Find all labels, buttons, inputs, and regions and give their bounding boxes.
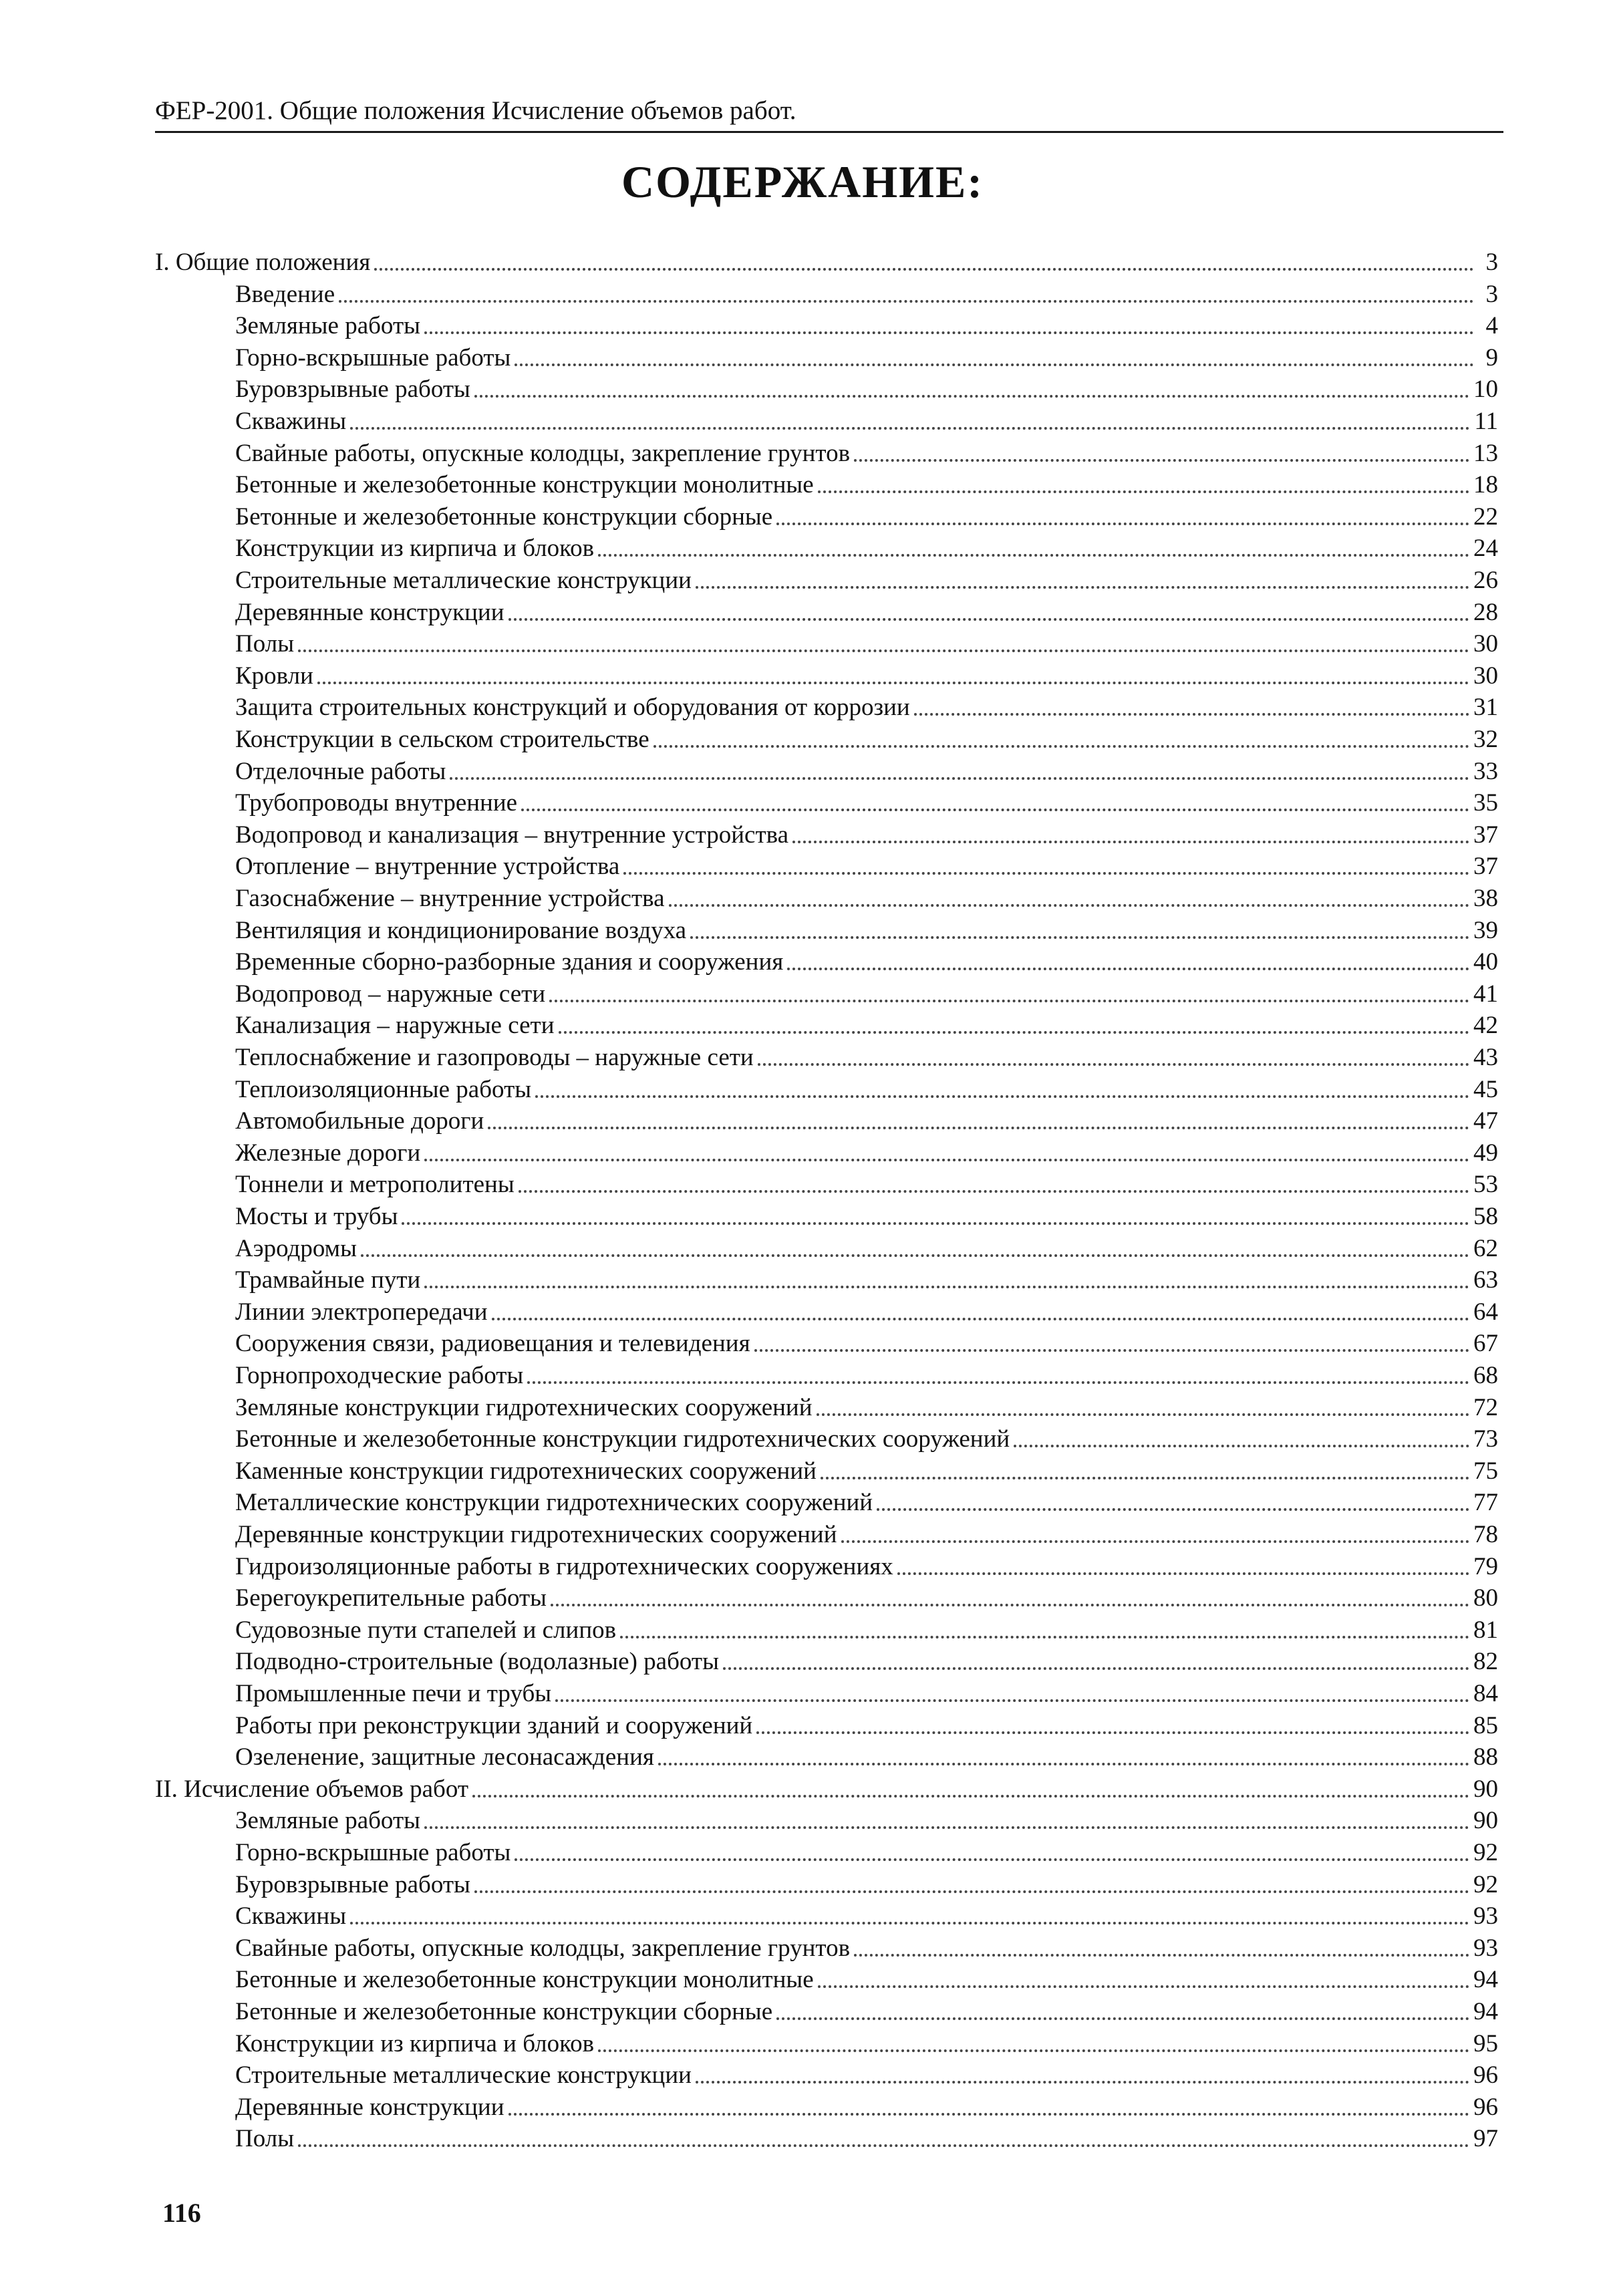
toc-entry-page: 26 (1473, 567, 1498, 594)
toc-entry (235, 533, 1498, 565)
toc-dot-leader (623, 872, 1469, 875)
toc-dot-leader (817, 1413, 1469, 1416)
toc-entry-label: Отопление – внутренние устройства (235, 853, 620, 880)
toc-dot-leader (515, 364, 1474, 366)
toc-dot-leader (361, 1254, 1469, 1257)
toc-entry-page: 30 (1473, 662, 1498, 690)
toc-entry-page: 28 (1473, 599, 1498, 626)
toc-entry-label: I. Общие положения (155, 249, 371, 276)
toc-entry-page: 78 (1473, 1521, 1498, 1548)
toc-dot-leader (298, 2144, 1469, 2147)
toc-entry-label: Судовозные пути стапелей и слипов (235, 1616, 617, 1644)
toc-entry-label: Бетонные и железобетонные конструкции гидротехнических сооружений (235, 1425, 1010, 1453)
toc-entry (235, 1328, 1498, 1360)
toc-dot-leader (508, 618, 1469, 621)
toc-dot-leader (472, 1795, 1469, 1798)
toc-entry-label: Тоннели и метрополитены (235, 1171, 515, 1198)
toc-dot-leader (598, 554, 1469, 557)
toc-entry (235, 501, 1498, 533)
toc-entry-label: Отделочные работы (235, 758, 446, 785)
toc-dot-leader (776, 523, 1469, 525)
toc-entry-label: Водопровод – наружные сети (235, 980, 546, 1008)
toc-entry-label: Полы (235, 630, 295, 658)
toc-entry-label: Свайные работы, опускные колодцы, закрепление грунтов (235, 1934, 851, 1962)
toc-dot-leader (555, 1699, 1469, 1702)
toc-dot-leader (914, 713, 1469, 716)
toc-entry-page: 58 (1473, 1203, 1498, 1230)
toc-entry-page: 40 (1473, 948, 1498, 976)
toc-dot-leader (821, 1477, 1469, 1479)
toc-entry-page: 35 (1473, 789, 1498, 817)
toc-entry (235, 1360, 1498, 1392)
toc-entry (235, 1710, 1498, 1742)
toc-entry-page: 94 (1473, 1966, 1498, 1993)
toc-dot-leader (818, 1985, 1469, 1988)
toc-entry-label: Металлические конструкции гидротехнических сооружений (235, 1489, 873, 1516)
toc-dot-leader (474, 395, 1469, 398)
toc-entry-page: 96 (1473, 2061, 1498, 2089)
toc-entry-label: Работы при реконструкции зданий и сооружений (235, 1712, 753, 1739)
toc-entry-page: 33 (1473, 758, 1498, 785)
toc-dot-leader (696, 586, 1469, 589)
toc-entry-page: 80 (1473, 1584, 1498, 1612)
toc-entry-label: Вентиляция и кондиционирование воздуха (235, 917, 687, 944)
toc-entry-page: 73 (1473, 1425, 1498, 1453)
toc-entry-page: 79 (1473, 1553, 1498, 1580)
toc-dot-leader (854, 1954, 1469, 1957)
toc-entry-page: 43 (1473, 1044, 1498, 1071)
toc-entry (235, 310, 1498, 342)
toc-entry-page: 96 (1473, 2094, 1498, 2121)
toc-dot-leader (1014, 1445, 1469, 1447)
toc-entry (235, 1614, 1498, 1646)
toc-entry (235, 1042, 1498, 1074)
toc-entry-page: 97 (1473, 2125, 1498, 2152)
toc-dot-leader (492, 1318, 1469, 1320)
toc-entry-page: 47 (1473, 1107, 1498, 1135)
toc-entry-page: 75 (1473, 1457, 1498, 1485)
toc-entry-page: 64 (1473, 1298, 1498, 1326)
toc-entry-page: 32 (1473, 726, 1498, 753)
toc-entry-label: Автомобильные дороги (235, 1107, 484, 1135)
toc-entry-page: 49 (1473, 1139, 1498, 1167)
toc-entry (235, 2092, 1498, 2124)
toc-entry-label: Газоснабжение – внутренние устройства (235, 885, 665, 912)
toc-dot-leader (897, 1572, 1469, 1575)
toc-dot-leader (690, 936, 1469, 939)
toc-entry-label: Водопровод и канализация – внутренние устройства (235, 821, 789, 849)
toc-entry-page: 84 (1473, 1680, 1498, 1707)
toc-entry-label: Трубопроводы внутренние (235, 789, 518, 817)
toc-dot-leader (877, 1508, 1469, 1511)
toc-entry-label: Берегоукрепительные работы (235, 1584, 547, 1612)
toc-entry (235, 946, 1498, 978)
toc-entry-label: Теплоснабжение и газопроводы – наружные сети (235, 1044, 754, 1071)
toc-entry-label: Бетонные и железобетонные конструкции монолитные (235, 471, 814, 498)
toc-dot-leader (669, 904, 1469, 907)
toc-dot-leader (754, 1349, 1469, 1352)
toc-entry-page: 53 (1473, 1171, 1498, 1198)
toc-entry-page: 22 (1473, 503, 1498, 531)
toc-dot-leader (474, 1890, 1469, 1893)
toc-entry-label: Бетонные и железобетонные конструкции монолитные (235, 1966, 814, 1993)
toc-entry-page: 39 (1473, 917, 1498, 944)
toc-dot-leader (521, 809, 1469, 811)
toc-entry-label: Скважины (235, 1902, 347, 1930)
toc-entry-page: 37 (1473, 821, 1498, 849)
toc-dot-leader (696, 2081, 1469, 2084)
toc-entry-page: 94 (1473, 1998, 1498, 2025)
toc-entry-page: 88 (1473, 1743, 1498, 1771)
toc-entry (235, 1105, 1498, 1137)
toc-entry-label: Полы (235, 2125, 295, 2152)
toc-entry-label: II. Исчисление объемов работ (155, 1775, 469, 1803)
toc-entry-label: Деревянные конструкции (235, 599, 504, 626)
toc-entry (235, 1837, 1498, 1869)
toc-entry-page: 11 (1474, 408, 1498, 435)
toc-entry-label: Скважины (235, 408, 347, 435)
toc-dot-leader (549, 1000, 1469, 1002)
toc-entry-page: 30 (1473, 630, 1498, 658)
toc-entry (235, 565, 1498, 597)
toc-entry (235, 883, 1498, 915)
toc-entry (235, 1869, 1498, 1901)
toc-dot-leader (841, 1540, 1469, 1543)
toc-dot-leader (551, 1604, 1469, 1606)
toc-entry-label: Канализация – наружные сети (235, 1012, 555, 1039)
toc-dot-leader (317, 682, 1469, 684)
toc-entry-page: 93 (1473, 1902, 1498, 1930)
toc-dot-leader (723, 1667, 1469, 1670)
toc-entry (235, 469, 1498, 501)
toc-entry-page: 82 (1473, 1648, 1498, 1675)
toc-entry-page: 18 (1473, 471, 1498, 498)
toc-entry (235, 1582, 1498, 1614)
toc-entry (235, 1137, 1498, 1169)
toc-entry-page: 4 (1485, 312, 1498, 339)
toc-entry-label: Конструкции из кирпича и блоков (235, 535, 595, 562)
toc-entry-label: Свайные работы, опускные колодцы, закрепление грунтов (235, 440, 851, 467)
toc-entry-label: Гидроизоляционные работы в гидротехнических сооружениях (235, 1553, 893, 1580)
toc-entry (235, 1519, 1498, 1551)
toc-entry (235, 1392, 1498, 1424)
toc-entry (235, 1201, 1498, 1233)
toc-dot-leader (787, 968, 1469, 970)
toc-section (155, 247, 1498, 279)
toc-entry-label: Буровзрывные работы (235, 1871, 470, 1898)
toc-entry-page: 63 (1473, 1266, 1498, 1294)
toc-entry-page: 92 (1473, 1871, 1498, 1898)
toc-entry (235, 1264, 1498, 1296)
toc-entry-label: Строительные металлические конструкции (235, 567, 692, 594)
toc-entry (235, 724, 1498, 756)
toc-dot-leader (854, 459, 1469, 462)
toc-entry-page: 92 (1473, 1839, 1498, 1866)
toc-entry-page: 37 (1473, 853, 1498, 880)
toc-dot-leader (653, 745, 1469, 748)
toc-entry-label: Сооружения связи, радиовещания и телевидения (235, 1330, 750, 1357)
toc-dot-leader (402, 1222, 1469, 1225)
toc-entry-label: Конструкции в сельском строительстве (235, 726, 649, 753)
toc-dot-leader (424, 331, 1474, 334)
toc-entry (235, 819, 1498, 851)
toc-entry-page: 93 (1473, 1934, 1498, 1962)
toc-entry (235, 1900, 1498, 1932)
toc-entry (235, 1010, 1498, 1042)
toc-entry (235, 1646, 1498, 1678)
toc-dot-leader (620, 1636, 1469, 1638)
toc-entry-label: Теплоизоляционные работы (235, 1076, 532, 1103)
toc-entry-label: Линии электропередачи (235, 1298, 488, 1326)
toc-entry-label: Трамвайные пути (235, 1266, 421, 1294)
toc-dot-leader (792, 841, 1469, 843)
toc-entry-label: Конструкции из кирпича и блоков (235, 2030, 595, 2057)
toc-dot-leader (756, 1731, 1469, 1734)
toc-entry-label: Промышленные печи и трубы (235, 1680, 552, 1707)
toc-dot-leader (424, 1826, 1469, 1829)
toc-entry (235, 1996, 1498, 2028)
toc-entry-page: 67 (1473, 1330, 1498, 1357)
toc-entry-label: Подводно-строительные (водолазные) работы (235, 1648, 719, 1675)
toc-dot-leader (658, 1763, 1469, 1765)
toc-entry (235, 915, 1498, 947)
toc-entry-page: 24 (1473, 535, 1498, 562)
toc-entry-label: Бетонные и железобетонные конструкции сборные (235, 503, 773, 531)
toc-dot-leader (508, 2113, 1469, 2116)
toc-entry-label: Строительные металлические конструкции (235, 2061, 692, 2089)
toc-entry-label: Буровзрывные работы (235, 376, 470, 403)
toc-entry (235, 1741, 1498, 1773)
toc-entry (235, 1487, 1498, 1519)
toc-entry-label: Деревянные конструкции гидротехнических сооружений (235, 1521, 837, 1548)
toc-section (155, 1773, 1498, 1806)
toc-dot-leader (350, 1922, 1469, 1924)
toc-entry (235, 2123, 1498, 2155)
toc-dot-leader (598, 2049, 1469, 2052)
toc-entry-label: Железные дороги (235, 1139, 421, 1167)
toc-dot-leader (488, 1127, 1469, 1129)
toc-entry (235, 597, 1498, 629)
toc-entry (235, 1678, 1498, 1710)
toc-entry-label: Горнопроходческие работы (235, 1362, 524, 1389)
toc-entry-label: Каменные конструкции гидротехнических сооружений (235, 1457, 817, 1485)
toc-dot-leader (535, 1095, 1469, 1098)
toc-entry (235, 978, 1498, 1010)
toc-entry-page: 72 (1473, 1394, 1498, 1421)
toc-dot-leader (339, 300, 1474, 303)
toc-entry-label: Земляные работы (235, 1807, 420, 1834)
toc-entry (235, 1455, 1498, 1487)
toc-entry-label: Защита строительных конструкций и оборудования от коррозии (235, 694, 910, 721)
toc-entry-label: Временные сборно-разборные здания и сооружения (235, 948, 784, 976)
toc-entry-page: 41 (1473, 980, 1498, 1008)
toc-dot-leader (424, 1286, 1469, 1288)
toc-entry (235, 2028, 1498, 2060)
toc-entry (235, 406, 1498, 438)
toc-dot-leader (818, 490, 1469, 493)
toc-dot-leader (519, 1190, 1469, 1193)
toc-dot-leader (298, 650, 1469, 652)
toc-entry-page: 31 (1473, 694, 1498, 721)
toc-dot-leader (758, 1063, 1469, 1066)
toc-entry-label: Горно-вскрышные работы (235, 1839, 511, 1866)
toc-entry-label: Мосты и трубы (235, 1203, 398, 1230)
toc-entry-label: Земляные работы (235, 312, 420, 339)
toc-entry-label: Введение (235, 281, 335, 308)
toc-entry-label: Земляные конструкции гидротехнических сооружений (235, 1394, 813, 1421)
toc-entry (235, 1964, 1498, 1996)
toc-entry (235, 342, 1498, 374)
toc-entry-page: 77 (1473, 1489, 1498, 1516)
toc-entry-page: 38 (1473, 885, 1498, 912)
toc-entry (235, 279, 1498, 311)
toc-entry-label: Горно-вскрышные работы (235, 344, 511, 372)
toc-entry-page: 3 (1485, 249, 1498, 276)
toc-entry-page: 42 (1473, 1012, 1498, 1039)
toc-entry (235, 1074, 1498, 1106)
toc-entry-label: Деревянные конструкции (235, 2094, 504, 2121)
header-rule (155, 131, 1503, 133)
running-header: ФЕР-2001. Общие положения Исчисление объемов работ. (155, 96, 796, 125)
page-number: 116 (162, 2198, 201, 2228)
toc-entry (235, 756, 1498, 788)
toc-entry (235, 660, 1498, 692)
toc-entry-page: 3 (1485, 281, 1498, 308)
toc-entry-page: 10 (1473, 376, 1498, 403)
toc-entry-page: 85 (1473, 1712, 1498, 1739)
toc-entry (235, 438, 1498, 470)
toc-entry (235, 1551, 1498, 1583)
toc-dot-leader (776, 2017, 1469, 2020)
toc-dot-leader (559, 1031, 1470, 1034)
toc-entry (235, 628, 1498, 660)
toc-entry-page: 9 (1485, 344, 1498, 372)
toc-entry-page: 62 (1473, 1235, 1498, 1262)
toc-entry-label: Бетонные и железобетонные конструкции сборные (235, 1998, 773, 2025)
toc-entry-page: 90 (1473, 1807, 1498, 1834)
toc-entry-label: Озеленение, защитные лесонасаждения (235, 1743, 654, 1771)
toc-entry (235, 1805, 1498, 1837)
toc-dot-leader (350, 427, 1470, 430)
toc-entry-label: Аэродромы (235, 1235, 357, 1262)
toc-entry-page: 81 (1473, 1616, 1498, 1644)
toc-entry (235, 1423, 1498, 1455)
toc-dot-leader (515, 1858, 1469, 1861)
toc-entry (235, 1233, 1498, 1265)
toc-entry-page: 90 (1473, 1775, 1498, 1803)
toc-dot-leader (374, 268, 1474, 271)
toc-dot-leader (527, 1381, 1469, 1384)
toc-entry (235, 787, 1498, 819)
page-title: СОДЕРЖАНИЕ: (621, 156, 984, 207)
toc-entry (235, 2059, 1498, 2092)
toc-entry-label: Кровли (235, 662, 313, 690)
toc-entry-page: 68 (1473, 1362, 1498, 1389)
toc-dot-leader (424, 1159, 1469, 1161)
toc-entry (235, 1296, 1498, 1328)
toc-entry-page: 95 (1473, 2030, 1498, 2057)
toc-dot-leader (450, 777, 1469, 780)
toc-entry-page: 13 (1473, 440, 1498, 467)
toc-entry (235, 1169, 1498, 1201)
toc-entry-page: 45 (1473, 1076, 1498, 1103)
toc-entry (235, 851, 1498, 883)
toc-entry (235, 692, 1498, 724)
toc-entry (235, 374, 1498, 406)
toc-entry (235, 1932, 1498, 1965)
